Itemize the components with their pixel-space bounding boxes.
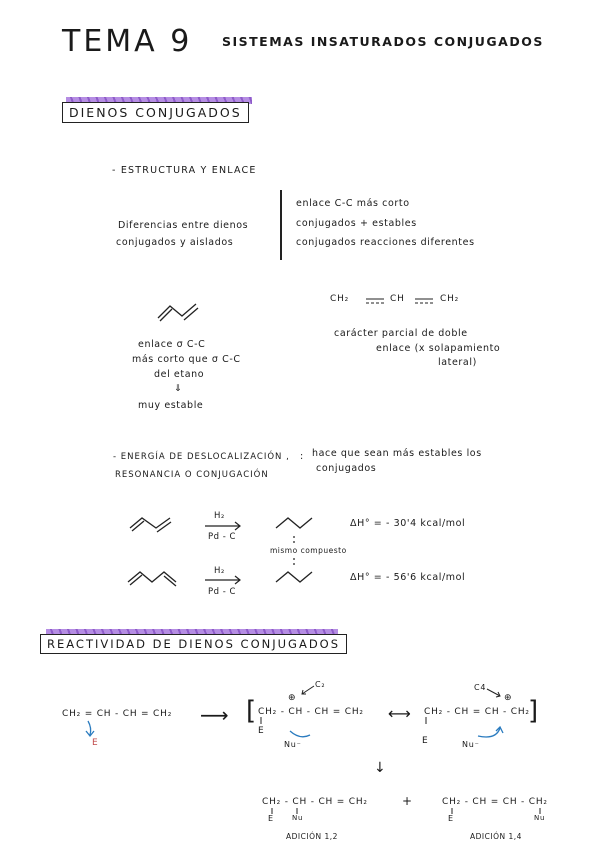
- resonance-2-formula: CH₂ - CH = CH - CH₂: [424, 707, 530, 717]
- product-2-formula: CH₂ - CH = CH - CH₂: [442, 797, 548, 807]
- resonance-1-note: C₂: [315, 680, 326, 689]
- product-2-nu: Nu: [534, 814, 546, 822]
- resonance-2-plus: ⊕: [504, 693, 513, 703]
- right-note-line1: enlace C-C más corto: [296, 198, 410, 209]
- product-1-label: ADICIÓN 1,2: [286, 832, 338, 841]
- partial-line2: enlace (x solapamiento: [376, 343, 501, 354]
- left-note-line1: Diferencias entre dienos: [118, 220, 249, 231]
- reaction-arrow-main: ⟶: [200, 703, 229, 727]
- product-2-label: ADICIÓN 1,4: [470, 832, 522, 841]
- sigma-line3: del etano: [154, 369, 205, 380]
- page-title: TEMA 9: [62, 24, 193, 59]
- reaction-arrow-2: [205, 576, 240, 584]
- sigma-line4: muy estable: [138, 400, 204, 411]
- pentadiene-skeletal: [128, 572, 176, 586]
- section-header-dienos: DIENOS CONJUGADOS: [62, 102, 249, 123]
- bullet-energia-line1: - ENERGÍA DE DESLOCALIZACIÓN ,: [113, 452, 290, 462]
- resonance-arrow: ⟷: [388, 704, 411, 723]
- implies-arrow: ⇓: [174, 383, 183, 394]
- product-skeletal-1: [276, 518, 312, 528]
- left-note-line2: conjugados y aislados: [116, 237, 234, 248]
- resonance-2-note: C4: [474, 683, 487, 692]
- plus-sign: +: [402, 794, 413, 808]
- butadiene-skeletal: [158, 304, 198, 321]
- bullet-energia-desc2: conjugados: [316, 463, 377, 474]
- sigma-line1: enlace σ C-C: [138, 339, 206, 350]
- note-arrows: [302, 686, 500, 697]
- same-compound-note: mismo compuesto: [270, 546, 347, 555]
- formula-ch2-end: CH₂: [440, 294, 460, 304]
- page-subtitle: SISTEMAS INSATURADOS CONJUGADOS: [222, 34, 544, 49]
- resonance-1-e: E: [258, 726, 265, 736]
- bracket-open: [: [246, 696, 257, 726]
- product-1-e: E: [268, 814, 274, 823]
- bullet-energia-line2: RESONANCIA O CONJUGACIÓN: [115, 470, 269, 480]
- catalyst-label-2: Pd - C: [208, 587, 236, 597]
- electron-arrows: [86, 721, 503, 737]
- formula-ch2-start: CH₂: [330, 294, 350, 304]
- product-1-formula: CH₂ - CH - CH = CH₂: [262, 797, 368, 807]
- sigma-line2: más corto que σ C-C: [132, 354, 241, 365]
- h2-label-1: H₂: [214, 511, 225, 521]
- delta-h-1: ΔH° = - 30'4 kcal/mol: [350, 518, 466, 529]
- resonance-1-plus: ⊕: [288, 693, 297, 703]
- bracket-close: ]: [528, 696, 539, 726]
- section-header-reactividad: REACTIVIDAD DE DIENOS CONJUGADOS: [40, 634, 347, 654]
- bullet-energia-desc1: hace que sean más estables los: [312, 448, 482, 459]
- right-note-line2: conjugados + estables: [296, 218, 417, 229]
- reaction-arrow-1: [205, 522, 240, 530]
- catalyst-label-1: Pd - C: [208, 532, 236, 542]
- resonance-1-formula: CH₂ - CH - CH = CH₂: [258, 707, 364, 717]
- right-note-line3: conjugados reacciones diferentes: [296, 237, 475, 248]
- bullet-estructura: - ESTRUCTURA Y ENLACE: [112, 165, 257, 176]
- h2-label-2: H₂: [214, 566, 225, 576]
- butadiene-skeletal-2: [130, 518, 171, 532]
- resonance-2-e: E: [422, 736, 429, 746]
- bullet-energia-colon: :: [300, 451, 304, 462]
- resonance-2-nu: Nu⁻: [462, 740, 480, 749]
- product-skeletal-2: [276, 572, 312, 582]
- product-2-e: E: [448, 814, 454, 823]
- down-arrow: ↓: [374, 760, 386, 776]
- resonance-1-nu: Nu⁻: [284, 740, 302, 749]
- partial-line3: lateral): [438, 357, 477, 368]
- electrophile-label: E: [92, 738, 99, 748]
- delta-h-2: ΔH° = - 56'6 kcal/mol: [350, 572, 466, 583]
- formula-ch: CH: [390, 294, 405, 304]
- diene-formula: CH₂ = CH - CH = CH₂: [62, 709, 173, 719]
- partial-line1: carácter parcial de doble: [334, 328, 468, 339]
- product-1-nu: Nu: [292, 814, 304, 822]
